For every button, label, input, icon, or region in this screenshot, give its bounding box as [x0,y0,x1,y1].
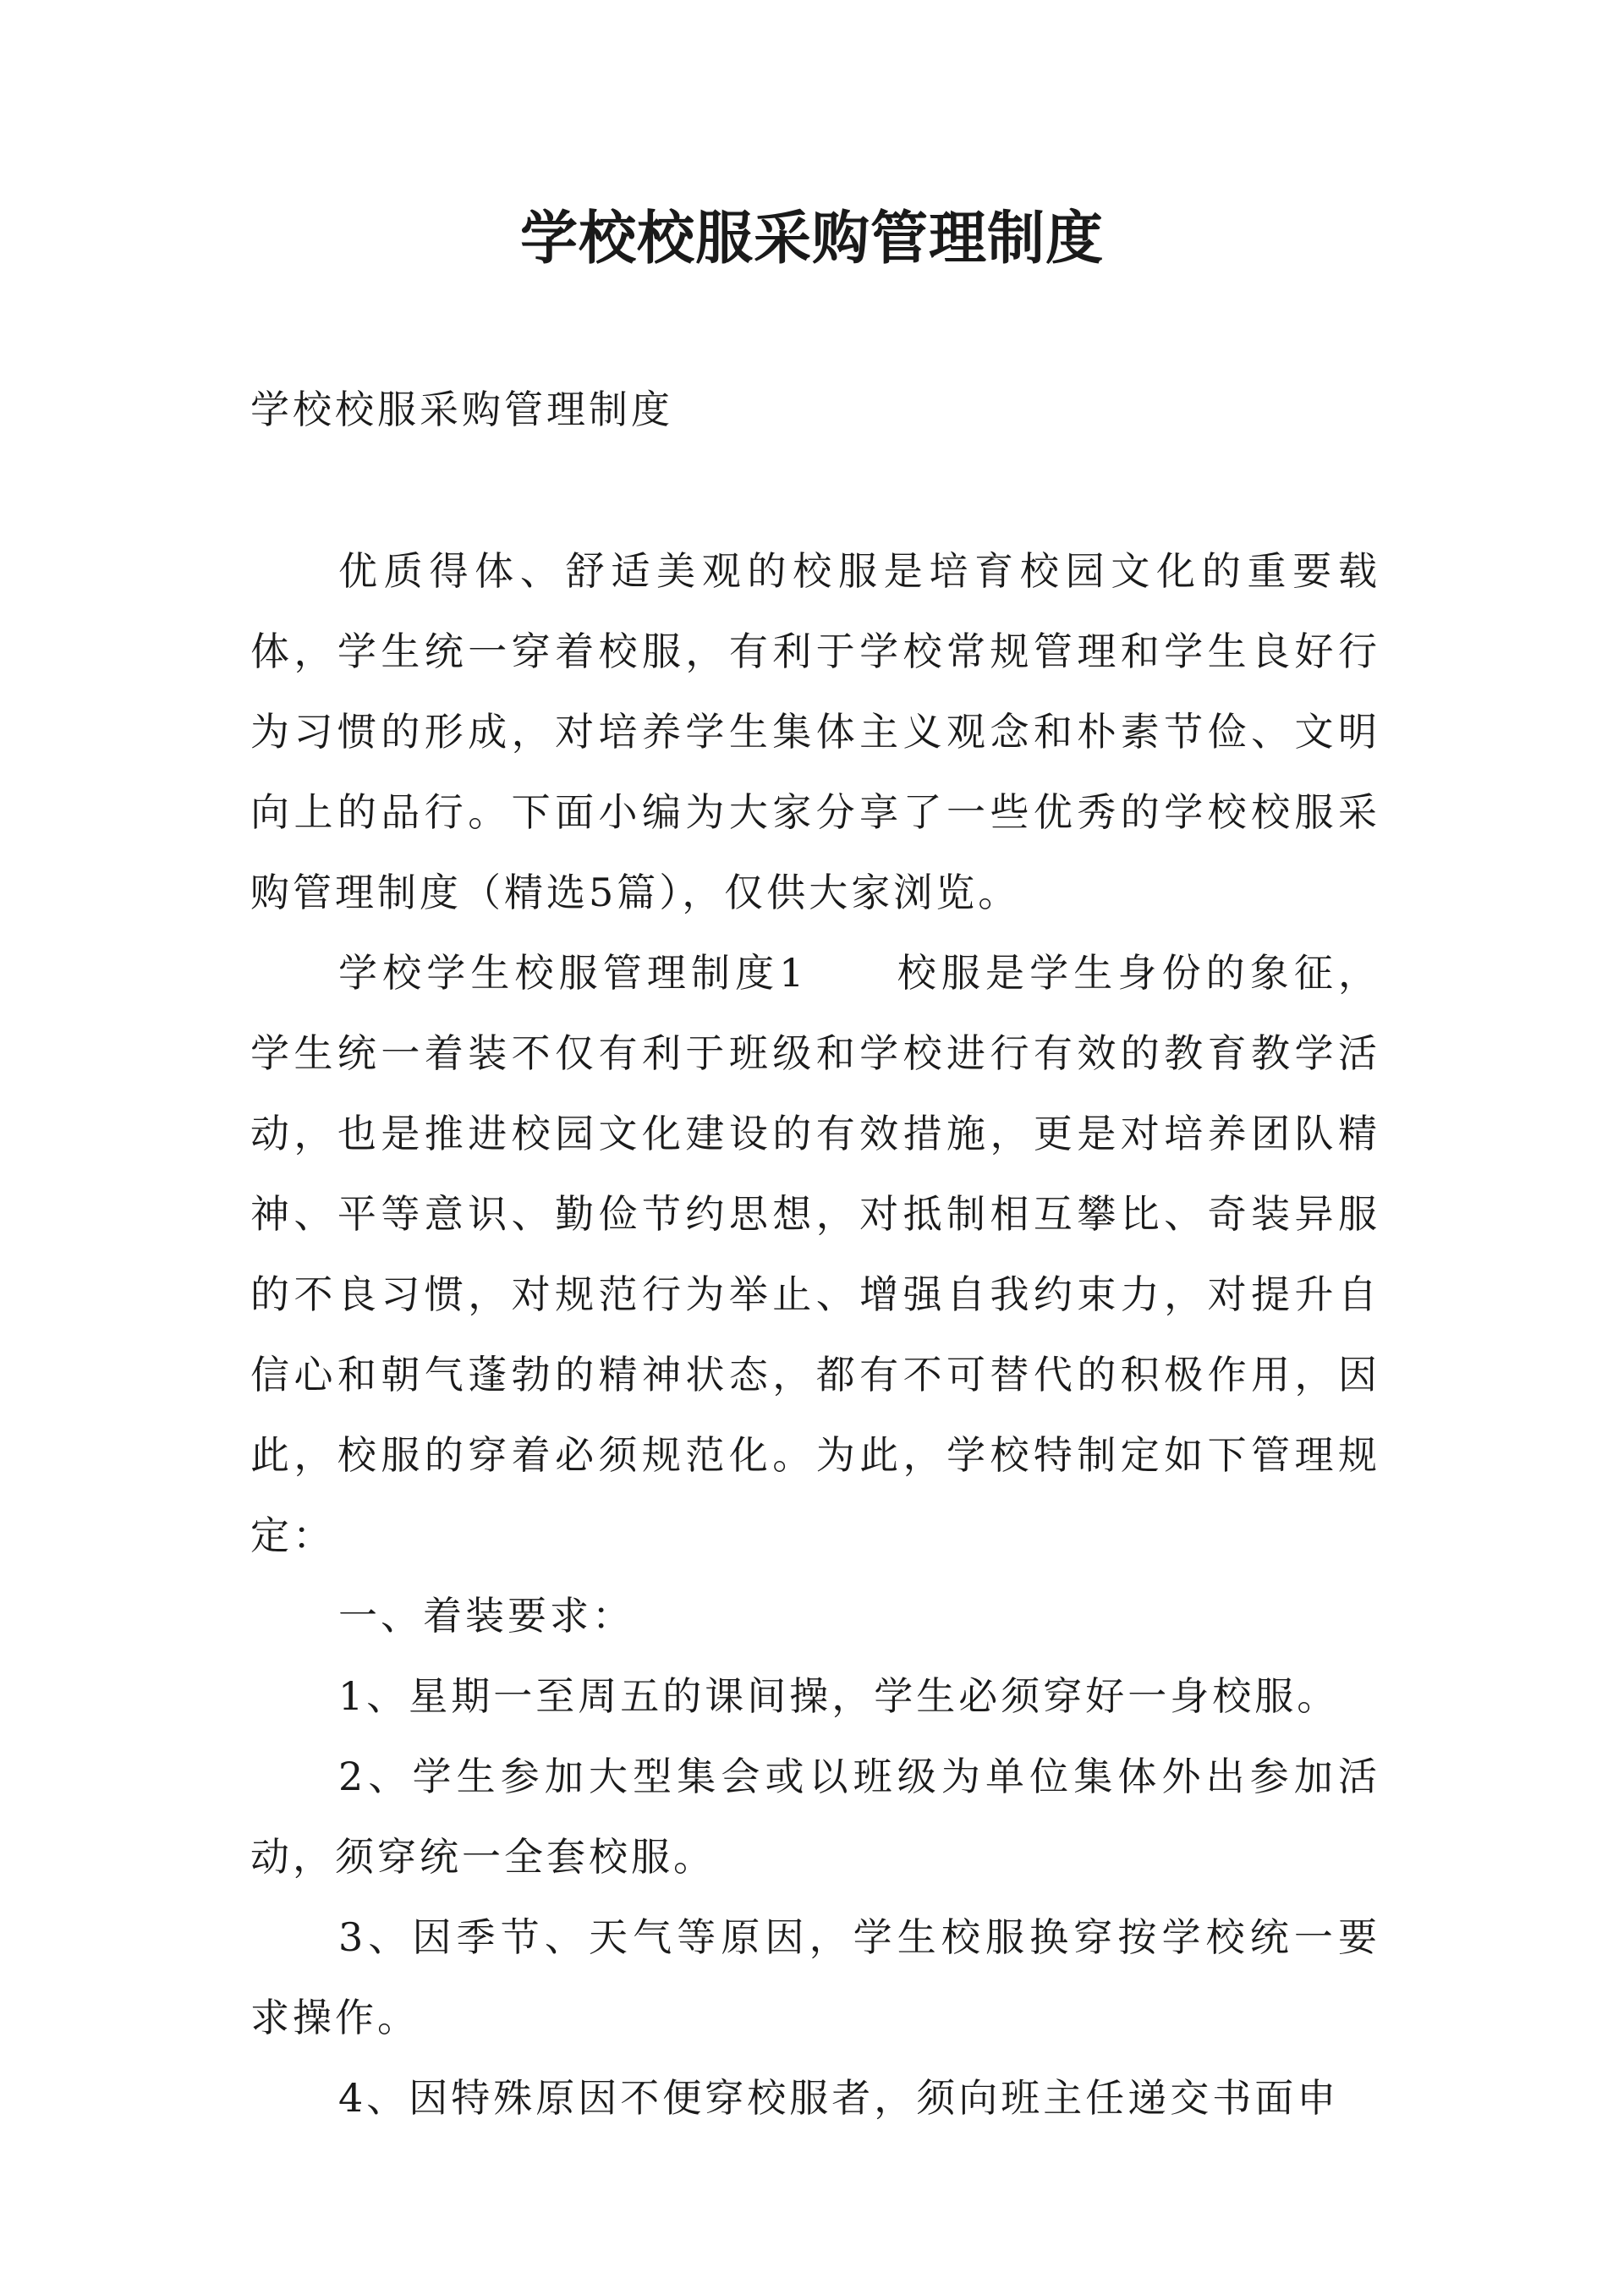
paragraph-policy-1: 学校学生校服管理制度1 校服是学生身份的象征，学生统一着装不仅有利于班级和学校进行有效的教育教学活动，也是推进校园文化建设的有效措施，更是对培养团队精神、平等意识、勤俭节约思想，对抵制相互攀比、奇装异服的不良习惯，对规范行为举止、增强自我约束力，对提升自信心和朝气蓬勃的精神状态，都有不可替代的积极作用，因此，校服的穿着必须规范化。为此，学校特制定如下管理规定： [250,950,1380,1558]
paragraph-intro: 优质得体、舒适美观的校服是培育校园文化的重要载体，学生统一穿着校服，有利于学校常规管理和学生良好行为习惯的形成，对培养学生集体主义观念和朴素节俭、文明向上的品行。下面小编为大家分享了一些优秀的学校校服采购管理制度（精选5篇），仅供大家浏览。 [250,548,1380,915]
paragraph-item-1: 1、星期一至周五的课间操，学生必须穿好一身校服。 [338,1673,1340,1719]
paragraph-item-3: 3、因季节、天气等原因，学生校服换穿按学校统一要求操作。 [250,1914,1380,2040]
paragraph-item-2: 2、学生参加大型集会或以班级为单位集体外出参加活动，须穿统一全套校服。 [250,1754,1380,1880]
paragraph-section-heading: 一、着装要求： [338,1593,634,1639]
paragraph-item-4: 4、因特殊原因不便穿校服者，须向班主任递交书面申 [338,2075,1340,2121]
document-subtitle: 学校校服采购管理制度 [250,387,673,432]
document-title: 学校校服采购管理制度 [519,206,1104,272]
document-body [250,531,1380,2139]
